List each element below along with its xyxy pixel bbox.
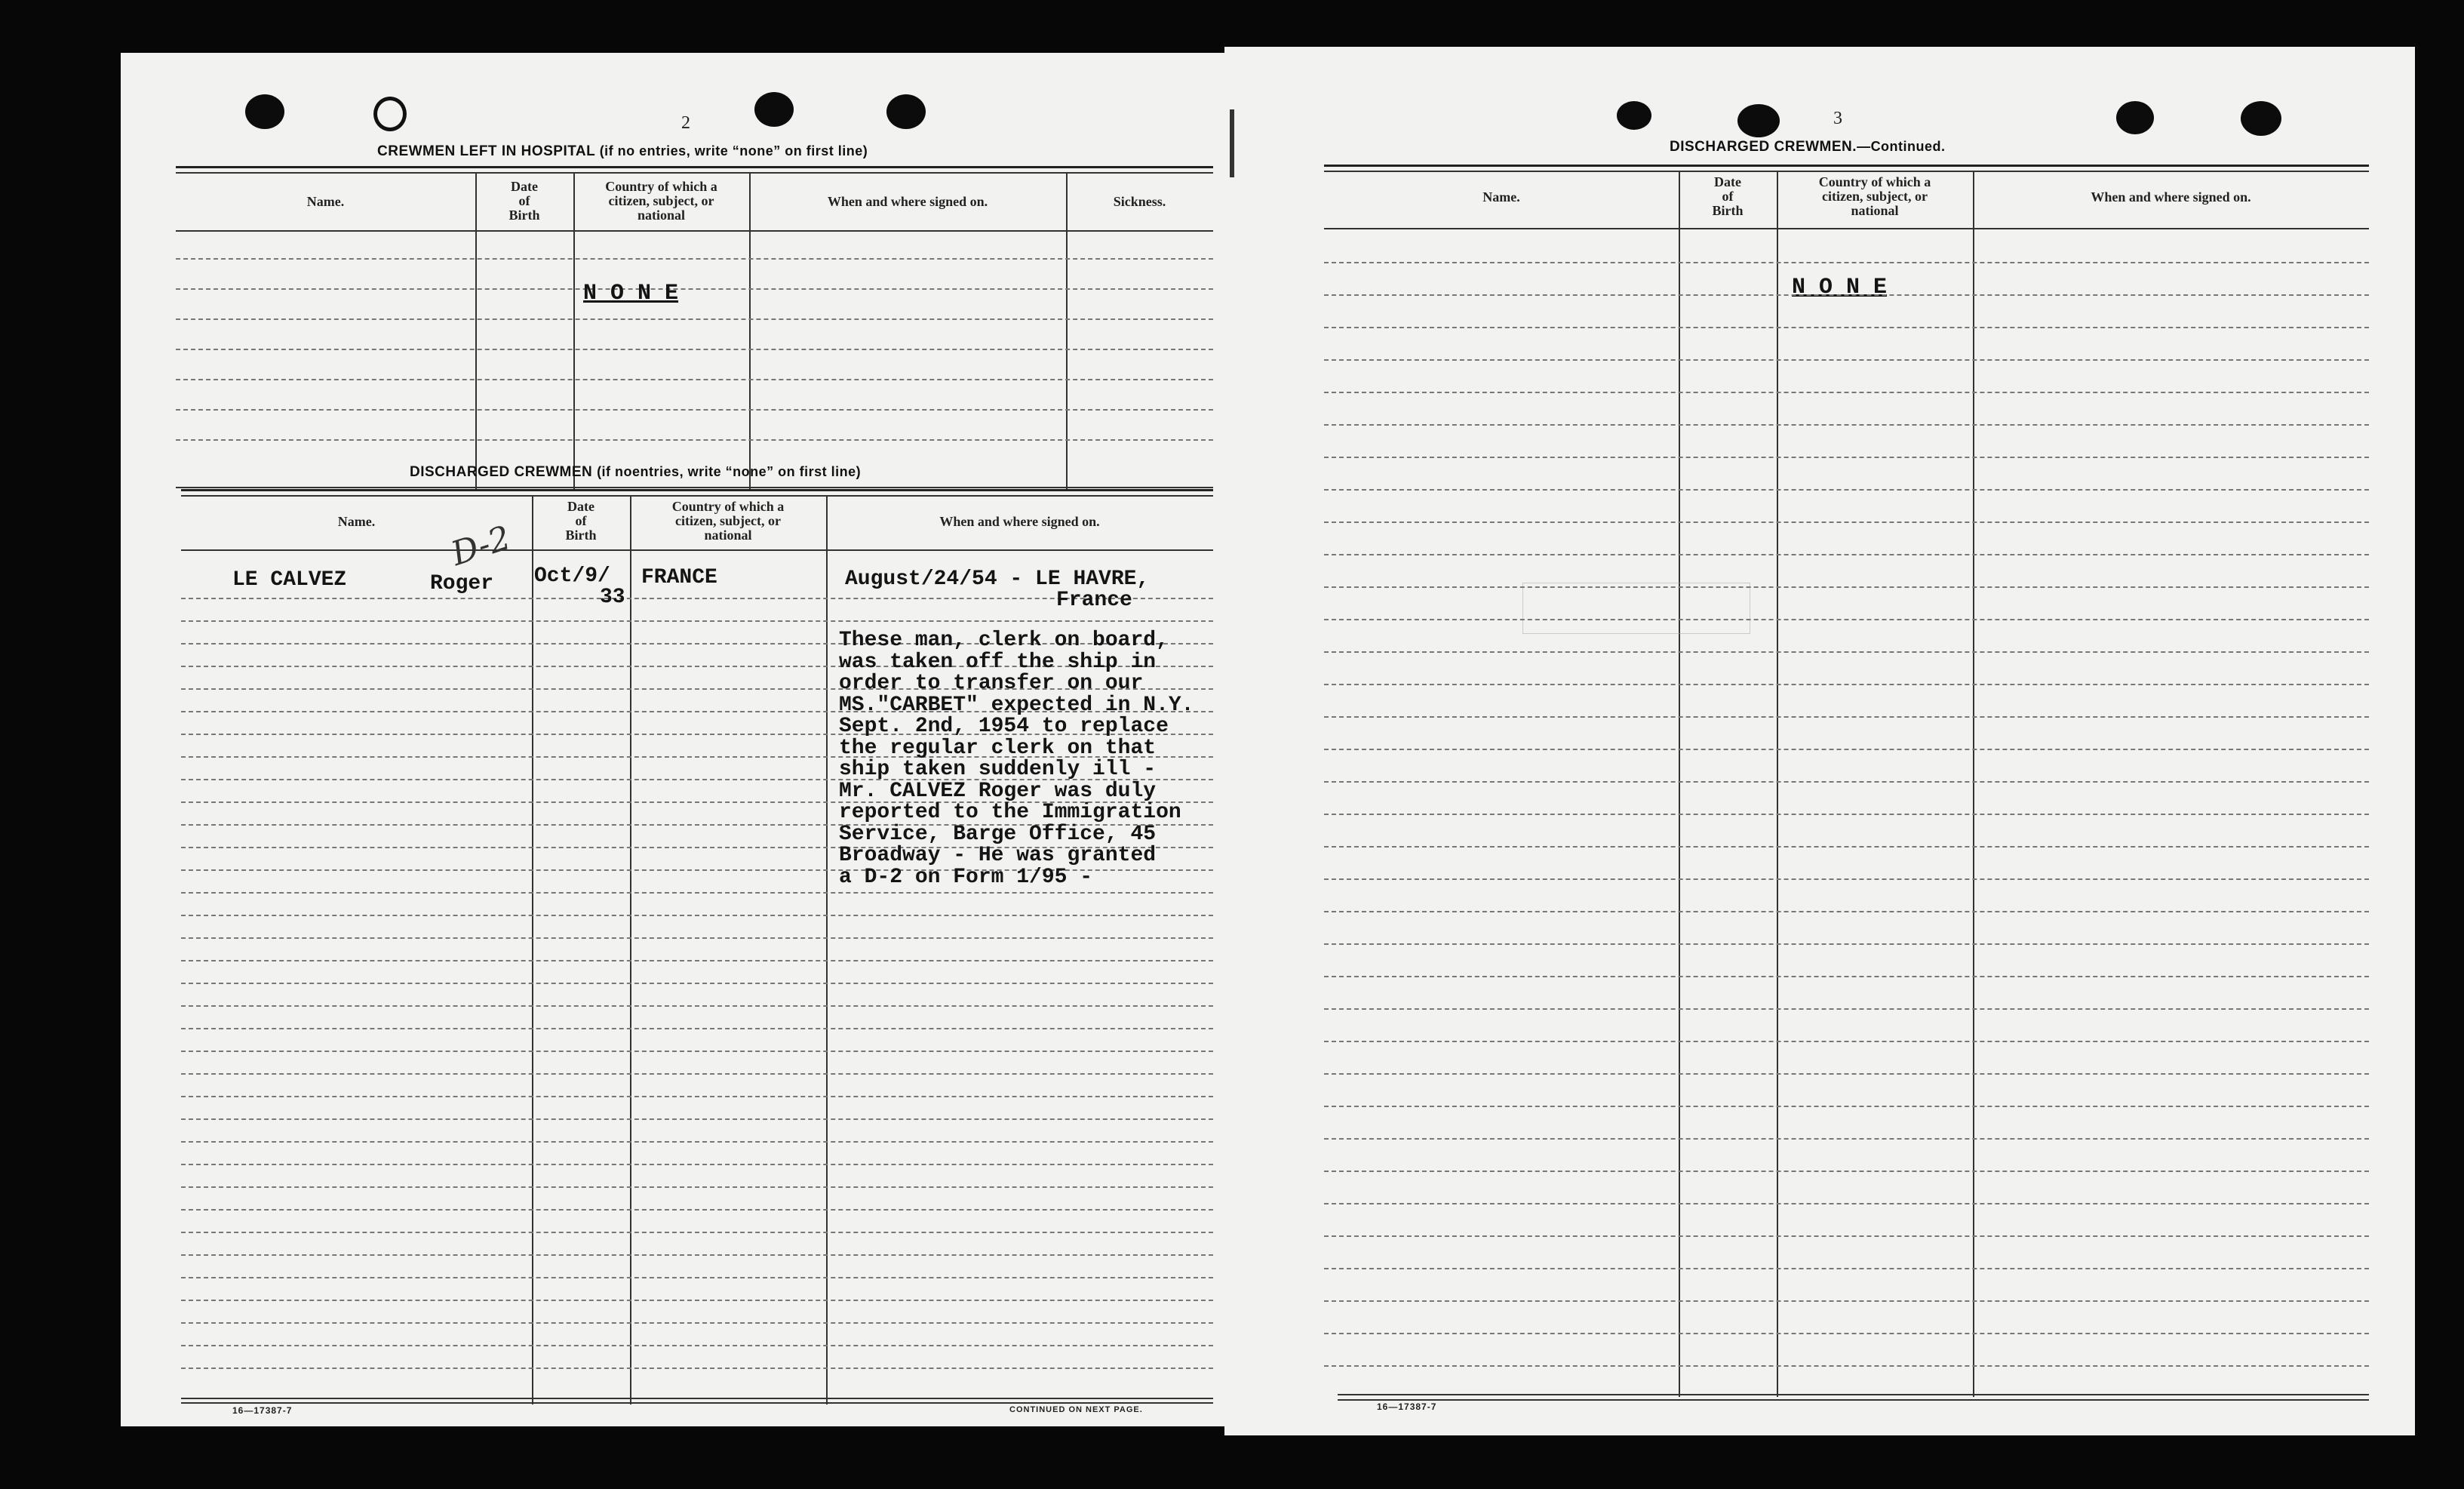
dotted-row-line: [176, 258, 1213, 260]
dotted-row-line: [1324, 262, 2369, 263]
dotted-row-line: [181, 1254, 1213, 1256]
punch-hole: [886, 94, 926, 129]
form-code: 16—17387-7: [232, 1405, 293, 1416]
signed-on-place-line1: August/24/54 - LE HAVRE,: [845, 568, 1150, 591]
dotted-row-line: [181, 1051, 1213, 1052]
crewman-dob-line1: Oct/9/: [534, 565, 610, 588]
remark-line: a D-2 on Form 1/95 -: [839, 865, 1093, 889]
column-divider: [1066, 172, 1068, 489]
dotted-row-line: [1324, 716, 2369, 718]
column-divider: [826, 495, 828, 1404]
punch-hole: [2241, 101, 2281, 136]
dotted-row-line: [1324, 489, 2369, 491]
dotted-row-line: [181, 1141, 1213, 1143]
crewman-dob-line2: 33: [600, 586, 625, 609]
remark-line: Service, Barge Office, 45: [839, 822, 1157, 846]
dotted-row-line: [1324, 424, 2369, 426]
dotted-row-line: [1324, 749, 2369, 750]
remark-line: Mr. CALVEZ Roger was duly: [839, 779, 1157, 803]
dotted-row-line: [1324, 327, 2369, 328]
column-header-signed-on: When and where signed on.: [939, 514, 1100, 529]
dotted-row-line: [1324, 359, 2369, 361]
dotted-row-line: [181, 915, 1213, 916]
dotted-row-line: [176, 318, 1213, 320]
column-header-date-of-birth: Date of Birth: [1712, 174, 1744, 218]
dotted-row-line: [1324, 911, 2369, 912]
remark-line: ship taken suddenly ill -: [839, 758, 1157, 781]
column-header-country: Country of which a citizen, subject, or national: [1818, 174, 1931, 218]
crewman-surname: LE CALVEZ: [232, 568, 347, 592]
column-header-sickness: Sickness.: [1113, 194, 1166, 209]
column-header-date-of-birth: Date of Birth: [565, 499, 597, 543]
crewman-given-name: Roger: [430, 572, 494, 595]
dotted-row-line: [176, 288, 1213, 290]
page-number: 3: [1833, 109, 1842, 128]
remark-line: These man, clerk on board,: [839, 629, 1169, 652]
column-header-name: Name.: [337, 514, 376, 529]
dotted-row-line: [1324, 457, 2369, 458]
punch-hole: [1737, 104, 1780, 137]
dotted-row-line: [1324, 846, 2369, 848]
remark-line: Sept. 2nd, 1954 to replace: [839, 715, 1169, 738]
punch-hole: [1617, 101, 1651, 130]
dotted-row-line: [181, 1186, 1213, 1188]
hospital-none-entry: N O N E: [583, 281, 679, 306]
table-rule: [176, 172, 1213, 174]
column-divider: [630, 495, 631, 1404]
dotted-row-line: [1324, 1365, 2369, 1367]
dotted-row-line: [1324, 943, 2369, 945]
column-header-name: Name.: [306, 194, 345, 209]
signed-on-place-line2: France: [1056, 589, 1132, 612]
faint-stamp: [1522, 583, 1750, 634]
dotted-row-line: [181, 1028, 1213, 1029]
form-code: 16—17387-7: [1377, 1401, 1437, 1412]
column-header-country: Country of which a citizen, subject, or national: [605, 179, 717, 223]
dotted-row-line: [181, 1232, 1213, 1233]
left-page: [121, 53, 1224, 1426]
dotted-row-line: [176, 349, 1213, 350]
column-header-date-of-birth: Date of Birth: [508, 179, 540, 223]
remark-line: the regular clerk on that: [839, 736, 1157, 760]
signed-on-remarks: [839, 630, 1194, 888]
punch-hole: [754, 92, 794, 127]
hospital-section-title: CREWMEN LEFT IN HOSPITAL (if no entries, write “none” on first line): [377, 143, 868, 159]
table-bottom-rule: [181, 1398, 1213, 1399]
continued-note: CONTINUED ON NEXT PAGE.: [1009, 1405, 1143, 1414]
dotted-row-line: [181, 983, 1213, 984]
discharged-section-title: DISCHARGED CREWMEN (if noentries, write “none” on first line): [410, 464, 862, 480]
dotted-row-line: [1324, 1300, 2369, 1302]
remark-line: was taken off the ship in: [839, 650, 1157, 674]
dotted-row-line: [176, 439, 1213, 441]
dotted-row-line: [1324, 1203, 2369, 1204]
dotted-row-line: [1324, 1041, 2369, 1042]
header-rule: [1324, 228, 2369, 229]
dotted-row-line: [176, 409, 1213, 411]
dotted-row-line: [1324, 554, 2369, 555]
table-rule: [1324, 171, 2369, 172]
punch-hole: [2116, 101, 2154, 134]
column-header-signed-on: When and where signed on.: [827, 194, 988, 209]
table-bottom-rule: [1338, 1399, 2369, 1401]
column-header-name: Name.: [1482, 189, 1520, 205]
page-number: 2: [681, 113, 690, 133]
dotted-row-line: [176, 379, 1213, 380]
table-rule: [176, 166, 1213, 168]
handwritten-d2-mark: D-2: [447, 518, 515, 574]
table-bottom-rule: [176, 487, 1213, 488]
table-bottom-rule: [1338, 1394, 2369, 1395]
column-divider: [1777, 171, 1778, 1397]
remark-line: reported to the Immigration: [839, 801, 1181, 824]
dotted-row-line: [1324, 586, 2369, 588]
dotted-row-line: [1324, 878, 2369, 880]
dotted-row-line: [1324, 1171, 2369, 1172]
table-rule: [1324, 165, 2369, 167]
dotted-row-line: [1324, 1235, 2369, 1237]
dotted-row-line: [1324, 521, 2369, 523]
dotted-row-line: [1324, 1106, 2369, 1107]
remark-line: MS."CARBET" expected in N.Y.: [839, 693, 1194, 717]
dotted-row-line: [1324, 294, 2369, 296]
remark-line: Broadway - He was granted: [839, 844, 1157, 867]
crewman-country: FRANCE: [641, 566, 717, 589]
header-rule: [181, 549, 1213, 551]
dotted-row-line: [1324, 1073, 2369, 1075]
dotted-row-line: [181, 1300, 1213, 1301]
dotted-row-line: [181, 1209, 1213, 1211]
table-rule: [181, 489, 1213, 491]
header-rule: [176, 230, 1213, 232]
column-divider: [1679, 171, 1680, 1397]
right-none-entry: N O N E: [1792, 275, 1888, 300]
table-bottom-rule: [181, 1402, 1213, 1404]
dotted-row-line: [181, 960, 1213, 961]
dotted-row-line: [181, 1345, 1213, 1346]
dotted-row-line: [181, 1005, 1213, 1007]
column-divider: [532, 495, 533, 1404]
dotted-row-line: [181, 1118, 1213, 1120]
dotted-row-line: [181, 1367, 1213, 1369]
dotted-row-line: [1324, 814, 2369, 815]
table-rule: [181, 495, 1213, 497]
dotted-row-line: [1324, 619, 2369, 620]
dotted-row-line: [1324, 651, 2369, 653]
dotted-row-line: [181, 937, 1213, 939]
dotted-row-line: [1324, 1138, 2369, 1140]
column-header-country: Country of which a citizen, subject, or national: [671, 499, 785, 543]
dotted-row-line: [181, 1096, 1213, 1097]
remark-line: order to transfer on our: [839, 672, 1144, 695]
dotted-row-line: [1324, 684, 2369, 685]
punch-hole: [373, 97, 407, 131]
dotted-row-line: [1324, 392, 2369, 393]
dotted-row-line: [181, 1277, 1213, 1278]
right-page: [1224, 47, 2415, 1435]
dotted-row-line: [1324, 781, 2369, 783]
dotted-row-line: [181, 620, 1213, 622]
dotted-row-line: [181, 892, 1213, 894]
column-header-signed-on: When and where signed on.: [2091, 189, 2251, 205]
binding-mark: [1230, 109, 1234, 177]
right-section-title: DISCHARGED CREWMEN.—Continued.: [1670, 139, 1946, 155]
dotted-row-line: [1324, 976, 2369, 977]
dotted-row-line: [1324, 1268, 2369, 1269]
dotted-row-line: [181, 1073, 1213, 1075]
column-divider: [749, 172, 751, 489]
dotted-row-line: [1324, 1008, 2369, 1010]
dotted-row-line: [181, 1164, 1213, 1165]
punch-hole: [245, 94, 284, 129]
dotted-row-line: [1324, 1333, 2369, 1334]
dotted-row-line: [181, 1322, 1213, 1324]
column-divider: [1973, 171, 1974, 1397]
